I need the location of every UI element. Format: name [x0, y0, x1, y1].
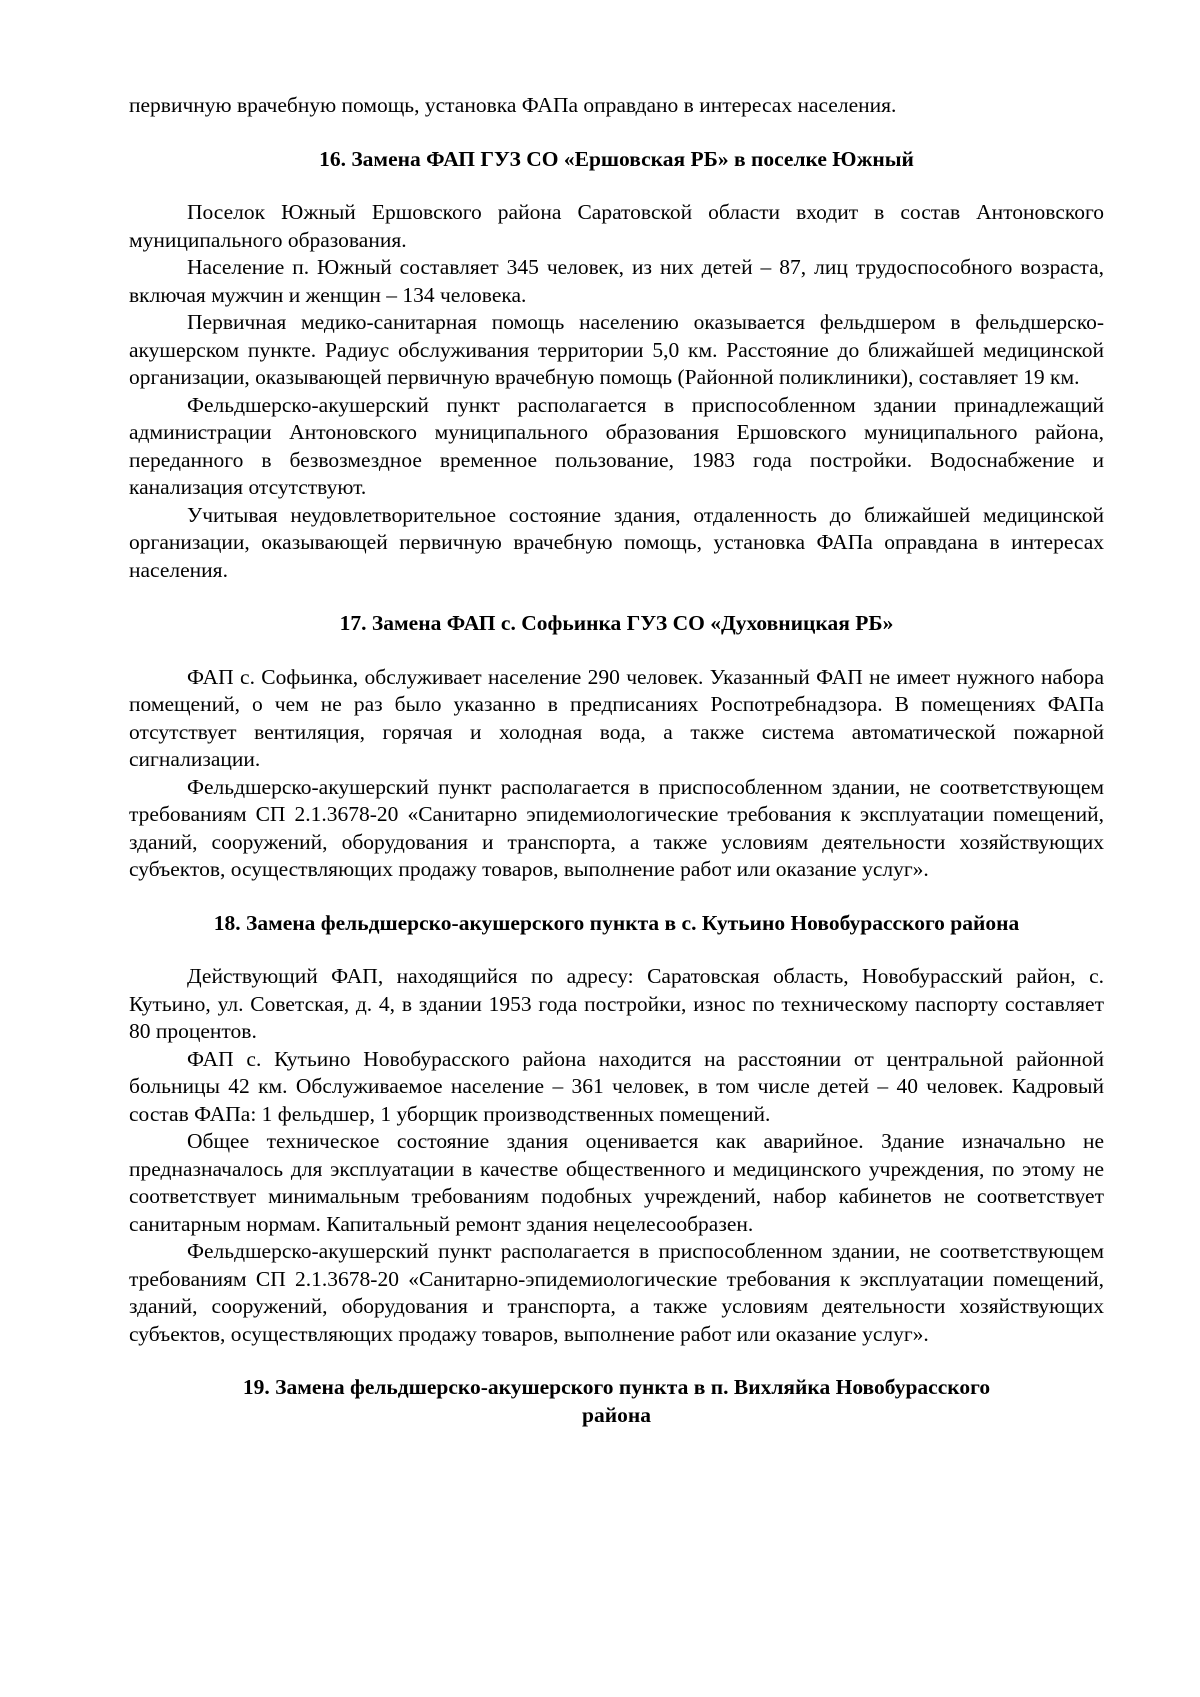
paragraph: Поселок Южный Ершовского района Саратовской области входит в состав Антоновского муниципального образования. [129, 200, 1104, 252]
paragraph: Фельдшерско-акушерский пункт располагается в приспособленном здании, не соответствующем требованиям СП 2.1.3678-20 «Санитарно эпидемиологические требования к эксплуатации помещений, зданий, сооружений, оборудования и транспорта, а также условиям деятельности хозяйствующих субъектов, осуществляющих продажу товаров, выполнение работ или оказание услуг». [129, 774, 1104, 881]
paragraph: Фельдшерско-акушерский пункт располагается в приспособленном здании, не соответствующем требованиям СП 2.1.3678-20 «Санитарно-эпидемиологические требования к эксплуатации помещений, зданий, сооружений, оборудования и транспорта, а также условиям деятельности хозяйствующих субъектов, осуществляющих продажу товаров, выполнение работ или оказание услуг». [129, 1239, 1104, 1346]
section-heading: 17. Замена ФАП с. Софьинка ГУЗ СО «Духовницкая РБ» [339, 611, 894, 635]
section-heading [129, 1374, 1104, 1429]
paragraph: Первичная медико-санитарная помощь населению оказывается фельдшером в фельдшерско-акушерском пункте. Радиус обслуживания территории 5,0 км. Расстояние до ближайшей медицинской организации, оказывающей первичную врачебную помощь (Районной поликлиники), составляет 19 км. [129, 310, 1104, 389]
section-17 [129, 610, 1104, 884]
section-19 [129, 1374, 1104, 1429]
paragraph: Учитывая неудовлетворительное состояние здания, отдаленность до ближайшей медицинской организации, оказывающей первичную врачебную помощь, установка ФАПа оправдана в интересах населения. [129, 502, 1104, 582]
section-heading: 18. Замена фельдшерско-акушерского пункта в с. Кутьино Новобурасского района [213, 910, 1020, 935]
paragraph: Действующий ФАП, находящийся по адресу: Саратовская область, Новобурасский район, с. Кутьино, ул. Советская, д. 4, в здании 1953 года постройки, износ по техническому паспорту составляет 80 процентов. [129, 964, 1104, 1043]
section-18 [129, 910, 1104, 1349]
section-heading: 16. Замена ФАП ГУЗ СО «Ершовская РБ» в поселке Южный [319, 146, 914, 171]
paragraph: ФАП с. Кутьино Новобурасского района находится на расстоянии от центральной районной больницы 42 км. Обслуживаемое население – 361 человек, в том числе детей – 40 человек. Кадровый состав ФАПа: 1 фельдшер, 1 уборщик производственных помещений. [129, 1046, 1104, 1126]
paragraph: Население п. Южный составляет 345 человек, из них детей – 87, лиц трудоспособного возраста, включая мужчин и женщин – 134 человека. [129, 255, 1104, 307]
paragraph: Общее техническое состояние здания оценивается как аварийное. Здание изначально не предназначалось для эксплуатации в качестве общественного и медицинского учреждения, по этому не соответствует минимальным требованиям подобных учреждений, набор кабинетов не соответствует санитарным нормам. Капитальный ремонт здания нецелесообразен. [129, 1129, 1104, 1236]
section-heading-line-2: района [582, 1402, 651, 1427]
section-16 [129, 146, 1104, 585]
paragraph: Фельдшерско-акушерский пункт располагается в приспособленном здании принадлежащий администрации Антоновского муниципального образования Ершовского муниципального района, переданного в безвозмездное временное пользование, 1983 года постройки. Водоснабжение и канализация отсутствуют. [129, 392, 1104, 499]
section-heading-line-1: 19. Замена фельдшерско-акушерского пункта в п. Вихляйка Новобурасского [242, 1375, 991, 1399]
paragraph: ФАП с. Софьинка, обслуживает население 290 человек. Указанный ФАП не имеет нужного набора помещений, о чем не раз было указанно в предписаниях Роспотребнадзора. В помещениях ФАПа отсутствует вентиляция, горячая и холодная вода, а также система автоматической пожарной сигнализации. [129, 664, 1104, 771]
intro-line: первичную врачебную помощь, установка ФАПа оправдано в интересах населения. [129, 93, 897, 117]
